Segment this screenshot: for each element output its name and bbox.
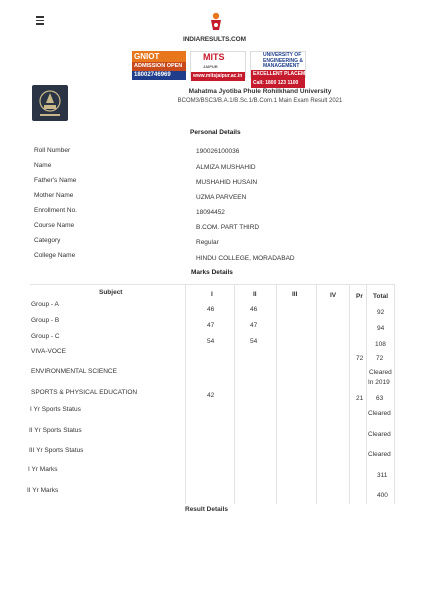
marks-details-title: Marks Details xyxy=(191,269,233,276)
hamburger-menu-icon[interactable] xyxy=(36,16,44,25)
table-cell-total: 108 xyxy=(375,341,386,348)
table-cell-total: 311 xyxy=(377,472,388,479)
table-row-subject: Group - A xyxy=(31,301,59,308)
father-name-value: MUSHAHID HUSAIN xyxy=(196,179,258,186)
table-cell-total: 400 xyxy=(377,492,388,499)
category-label: Category xyxy=(34,237,61,244)
site-name: INDIARESULTS.COM xyxy=(183,36,246,43)
course-name-label: Course Name xyxy=(34,222,75,229)
enrollment-no-label: Enrollment No. xyxy=(34,207,77,214)
table-cell-total: 63 xyxy=(376,395,384,402)
uem-ad-call: Call: 1800 123 1100 xyxy=(251,79,305,88)
table-cell-practical: 72 xyxy=(356,355,364,362)
personal-details-title: Personal Details xyxy=(190,129,241,136)
mother-name-value: UZMA PARVEEN xyxy=(196,194,247,201)
table-cell-paper-1: 54 xyxy=(207,338,215,345)
table-cell-total: 72 xyxy=(376,355,384,362)
table-cell-paper-2: 47 xyxy=(250,322,258,329)
uem-ad-banner[interactable] xyxy=(250,51,316,86)
table-row-subject: I Yr Sports Status xyxy=(30,406,81,413)
uem-ad-name: UNIVERSITY OF ENGINEERING & MANAGEMENT xyxy=(263,52,304,69)
table-cell-paper-2: 46 xyxy=(250,306,258,313)
exam-name: BCOM3/BSC3/B.A.1/B.Sc.1/B.Com.1 Main Exam Result 2021 xyxy=(177,98,343,104)
name-label: Name xyxy=(34,162,52,169)
university-name: Mahatma Jyotiba Phule Rohilkhand University xyxy=(188,88,332,95)
course-name-value: B.COM. PART THIRD xyxy=(196,224,260,231)
paper-1-column-header: I xyxy=(211,291,213,298)
practical-column-header: Pr xyxy=(356,293,363,300)
table-row-subject: II Yr Marks xyxy=(27,487,59,494)
table-row-subject: Group - B xyxy=(31,317,60,324)
table-row-subject: ENVIRONMENTAL SCIENCE xyxy=(31,368,117,375)
table-cell-paper-1: 46 xyxy=(207,306,215,313)
mother-name-label: Mother Name xyxy=(34,192,74,199)
gniot-ad-phone: 18002746969 xyxy=(132,71,186,80)
father-name-label: Father's Name xyxy=(34,177,77,184)
mits-ad-url: www.mitsjaipur.ac.in xyxy=(191,72,245,81)
gniot-ad-line: ADMISSION OPEN xyxy=(134,63,183,69)
table-cell-total: 92 xyxy=(377,309,385,316)
gniot-ad-name: GNIOT xyxy=(132,51,186,62)
category-value: Regular xyxy=(196,239,219,246)
college-name-label: College Name xyxy=(34,252,76,259)
roll-number-value: 190026100036 xyxy=(196,148,240,155)
mits-ad-name: MITS xyxy=(203,52,225,62)
indiaresults-logo-icon[interactable] xyxy=(208,12,224,32)
name-value: ALMIZA MUSHAHID xyxy=(196,164,256,171)
result-details-title: Result Details xyxy=(185,506,228,513)
table-cell-total: 94 xyxy=(377,325,385,332)
mits-ad-banner[interactable] xyxy=(190,51,246,78)
uem-ad-line: EXCELLENT PLACEMENT xyxy=(253,70,316,77)
roll-number-label: Roll Number xyxy=(34,147,71,154)
paper-3-column-header: III xyxy=(292,291,298,298)
table-cell-total: Cleared xyxy=(369,369,392,376)
table-row-subject: II Yr Sports Status xyxy=(29,427,82,434)
table-cell-paper-1: 42 xyxy=(207,392,215,399)
table-cell-practical: 21 xyxy=(356,395,364,402)
table-cell-total: Cleared xyxy=(368,451,391,458)
total-column-header: Total xyxy=(373,293,389,300)
table-cell-total: Cleared xyxy=(368,410,391,417)
table-row-subject: SPORTS & PHYSICAL EDUCATION xyxy=(31,389,138,396)
university-emblem-icon xyxy=(32,85,68,121)
table-cell-paper-2: 54 xyxy=(250,338,258,345)
table-row-subject: Group - C xyxy=(31,333,60,340)
table-row-subject: III Yr Sports Status xyxy=(29,447,84,454)
paper-4-column-header: IV xyxy=(330,292,337,299)
table-cell-paper-1: 47 xyxy=(207,322,215,329)
table-row-subject: I Yr Marks xyxy=(28,466,58,473)
college-name-value: HINDU COLLEGE, MORADABAD xyxy=(196,255,295,262)
mits-ad-sub: JAIPUR xyxy=(203,64,218,69)
paper-2-column-header: II xyxy=(253,291,257,298)
enrollment-no-value: 18094452 xyxy=(196,209,225,216)
subject-column-header: Subject xyxy=(99,289,123,296)
table-row-subject: VIVA-VOCE xyxy=(31,348,66,355)
table-cell-total: Cleared xyxy=(368,431,391,438)
table-cell-total-note: In 2019 xyxy=(368,379,390,386)
gniot-ad-banner[interactable] xyxy=(132,51,186,78)
